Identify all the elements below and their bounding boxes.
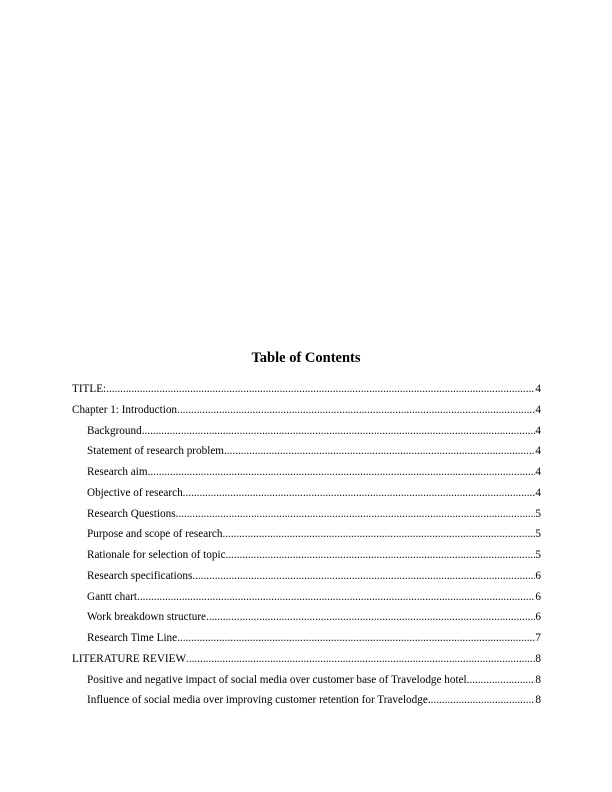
- toc-entry-text: Rationale for selection of topic: [87, 549, 226, 561]
- toc-entry-gantt-chart[interactable]: [72, 587, 541, 608]
- toc-entry-influence-of-social-media[interactable]: [72, 690, 541, 711]
- toc-leader-dots: [106, 379, 535, 400]
- toc-entry-page: 8: [535, 694, 541, 707]
- toc-leader-dots: [186, 649, 535, 670]
- toc-entry-purpose-and-scope[interactable]: [72, 524, 541, 545]
- toc-entry-page: 5: [535, 528, 541, 541]
- toc-leader-dots: [142, 421, 536, 442]
- toc-entry-text: Purpose and scope of research: [87, 528, 223, 541]
- toc-entry-page: 8: [535, 652, 541, 665]
- toc-entry-text: Gantt chart: [87, 590, 138, 603]
- toc-entry-page: 4: [535, 424, 541, 437]
- toc-entry-page: 4: [535, 486, 541, 499]
- toc-leader-dots: [226, 545, 536, 566]
- toc-entry-text: Research Time Line: [87, 632, 178, 644]
- toc-entry-page: 5: [535, 549, 541, 561]
- toc-entry-text: Statement of research problem: [87, 445, 224, 458]
- toc-leader-dots: [137, 587, 535, 608]
- toc-entry-page: 8: [535, 673, 541, 686]
- toc-entry-page: 4: [535, 403, 541, 416]
- toc-heading: Table of Contents: [251, 350, 361, 366]
- toc-entry-research-time-line[interactable]: [72, 628, 541, 649]
- toc-entry-page: 4: [535, 466, 541, 478]
- toc-entry-background[interactable]: [72, 421, 541, 442]
- toc-entry-title[interactable]: [72, 379, 541, 400]
- toc-leader-dots: [177, 628, 535, 649]
- toc-entry-text: Positive and negative impact of social media over customer base of Travelodge hotel: [87, 673, 467, 686]
- toc-entry-text: Objective of research: [87, 486, 183, 499]
- toc-leader-dots: [224, 441, 535, 462]
- table-of-contents: [72, 379, 541, 711]
- toc-entry-page: 6: [535, 569, 541, 582]
- toc-entry-chapter-1-introduction[interactable]: [72, 400, 541, 421]
- toc-entry-text: TITLE:: [72, 383, 107, 395]
- toc-leader-dots: [183, 483, 536, 504]
- toc-entry-research-questions[interactable]: [72, 504, 541, 525]
- toc-entry-statement-of-research-problem[interactable]: [72, 441, 541, 462]
- toc-leader-dots: [148, 462, 536, 483]
- toc-entry-work-breakdown-structure[interactable]: [72, 607, 541, 628]
- toc-entry-literature-review[interactable]: [72, 649, 541, 670]
- toc-entry-research-aim[interactable]: [72, 462, 541, 483]
- toc-leader-dots: [192, 566, 535, 587]
- toc-entry-page: 5: [535, 507, 541, 520]
- toc-entry-objective-of-research[interactable]: [72, 483, 541, 504]
- toc-entry-text: Research Questions: [87, 507, 176, 520]
- toc-leader-dots: [176, 504, 536, 525]
- toc-leader-dots: [467, 670, 536, 691]
- toc-leader-dots: [177, 400, 535, 421]
- toc-entry-text: Influence of social media over improving customer retention for Travelodge: [87, 694, 428, 707]
- toc-leader-dots: [206, 607, 535, 628]
- toc-entry-text: Background: [87, 424, 142, 437]
- toc-entry-text: Chapter 1: Introduction: [72, 403, 178, 416]
- toc-entry-text: LITERATURE REVIEW: [72, 652, 187, 665]
- toc-entry-page: 4: [535, 445, 541, 458]
- toc-entry-page: 4: [535, 383, 541, 395]
- toc-entry-page: 7: [535, 632, 541, 644]
- toc-leader-dots: [222, 524, 535, 545]
- toc-leader-dots: [428, 690, 536, 711]
- toc-entry-positive-and-negative-impact[interactable]: [72, 670, 541, 691]
- toc-entry-rationale-for-selection[interactable]: [72, 545, 541, 566]
- toc-entry-page: 6: [535, 590, 541, 603]
- toc-entry-text: Work breakdown structure: [87, 611, 207, 624]
- toc-entry-text: Research specifications: [87, 569, 193, 582]
- toc-entry-research-specifications[interactable]: [72, 566, 541, 587]
- toc-entry-page: 6: [535, 611, 541, 624]
- toc-entry-text: Research aim: [87, 466, 148, 478]
